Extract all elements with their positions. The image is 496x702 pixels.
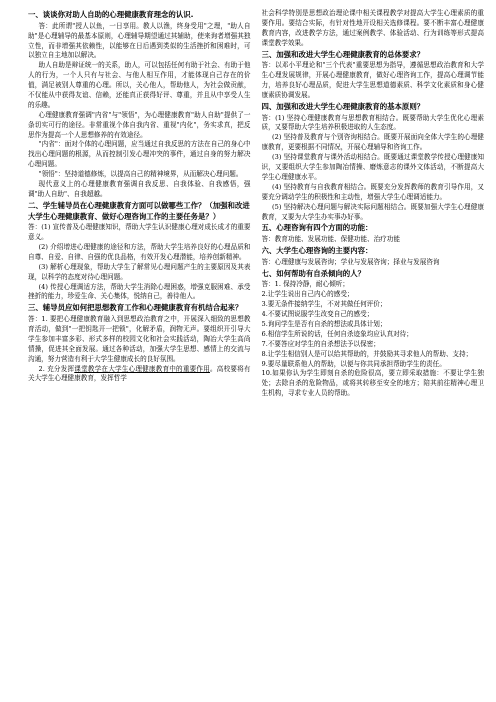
section-1-paragraph: 现代意义上的心理健康教育强调自我反思、自我体验、自我感悟，强调"助人自助"、自我超越。 <box>28 179 251 198</box>
section-3-answer <box>28 365 251 385</box>
section-6-title: 五、心理咨询有四个方面的功能： <box>261 223 373 233</box>
section-8-title: 七、如何帮助有自杀倾向的人？ <box>261 268 365 278</box>
section-3-title: 三、辅导员应如何把思想教育工作和心理健康教育有机结合起来？ <box>28 303 243 313</box>
section-5-answer: (5) 坚持解决心理问题与解决实际问题相结合。既要加强大学生心理健康教育，又要为大学生办实事办好事。 <box>261 202 484 221</box>
section-5-answer: 答：(1) 坚持心理健康教育与思想教育相结合。既要帮助大学生优化心理素质，又要帮助大学生培养积极进取的人生态度。 <box>261 113 484 132</box>
section-1-paragraph: "内省"：面对个体的心理问题，应当通过自我反思的方法在自己的身心中找出心理问题的根源，从而控制引发心理冲突的事件，通过自身的努力解决心理问题。 <box>28 140 251 169</box>
right-column <box>262 9 485 702</box>
section-7-answer: 答：心理健康与发展咨询；学业与发展咨询；择业与发展咨询 <box>261 257 440 266</box>
section-7-title: 六、大学生心理咨询的主要内容： <box>261 246 373 256</box>
list-item: 8.让学生相信别人是可以给其帮助的，并鼓励其寻求他人的帮助、支持； <box>261 349 473 358</box>
list-item: 3.要无条件接纳学生，不对其做任何评价； <box>261 300 387 309</box>
section-1-paragraph: 答：此所谓"授人以鱼，一日享用。教人以渔，终身受用"之理，"助人自助"是心理辅导的最基本原则，心理辅导期望通过其辅助，使来询者增强其独立性，而非增强其依赖性，以能够在日后遇到类似的生活挫折和困难时，可以独立自主地加以解决。 <box>28 21 251 60</box>
underlined-phrase: 课堂教学在大学生心理健康教育中的重要作用 <box>74 364 210 373</box>
answer-prefix: 2. 充分发挥 <box>38 364 75 373</box>
section-4-title: 三、加强和改进大学生心理健康教育的总体要求？ <box>261 49 425 59</box>
list-item: 5.询问学生是否有自杀的想法或具体计划； <box>261 319 387 328</box>
list-item: 7.不要答应对学生的自杀想法予以保密； <box>261 339 380 348</box>
section-2-answer: 答：(1) 宣传普及心理健康知识，帮助大学生认识健康心理对成长成才的重要意义。 <box>28 223 251 242</box>
section-5-title: 四、加强和改进大学生心理健康教育的基本原则？ <box>261 101 425 111</box>
section-4-answer: 答：以邓小平理论和"三个代表"重要思想为指导，遵循思想政治教育和大学生心理发展规律，开展心理健康教育，做好心理咨询工作，提高心理调节能力，培养良好心理品质，促进大学生思想道德素质、科学文化素质和身心健康素质协调发展。 <box>261 61 484 99</box>
list-item: 9.要尽量联系他人的帮助，以便与你共同承担帮助学生的责任。 <box>261 359 446 368</box>
section-2-title: 二、学生辅导员在心理健康教育方面可以做哪些工作？（加强和改进大学生心理健康教育、做好心理咨询工作的主要任务是？） <box>28 200 250 221</box>
section-5-answer: (2) 坚持普及教育与个别咨询相结合。既要开展面向全体大学生的心理健康教育，更要根据不同情况，开展心理辅导和咨询工作。 <box>261 133 484 152</box>
section-6-answer: 答：教育功能、发展功能、保健功能、治疗功能 <box>261 235 400 244</box>
section-2-answer: (2) 介绍增进心理健康的途径和方法，帮助大学生培养良好的心理品质和自尊、自爱、自律、自强的优良品格，有效开发心理潜能，培养创新精神。 <box>28 243 251 261</box>
list-item: 4.不要试图说服学生改变自己的感受； <box>261 310 374 319</box>
list-item: 答：1. 保持冷静，耐心倾听； <box>261 280 350 289</box>
section-1-paragraph: 心理健康教育强调"内省"与"领悟"，为心理健康教育"助人自助"提供了一条切实可行的途径。非常重视个体自我内省、重视"内化"，务实求真，把反思作为提高一个人思想修养的有效途径。 <box>28 110 251 139</box>
section-3-answer: 答：1. 要把心理健康教育融入到思想政治教育之中，开展深入细致的思想教育活动，做到"一把钥匙开一把锁"，化解矛盾，润物无声。要组织开引导大学生参加丰富多彩、形式多样的校园文化和社会实践活动，陶冶大学生高尚情操，促进其全面发展。通过各种活动，加强大学生思想、感情上的交流与沟通，努力营造有利于大学生健康成长的良好氛围。 <box>28 315 251 363</box>
list-item: 2.让学生说出自己内心的感受； <box>261 290 354 299</box>
section-1-paragraph: 助人自助是辩证统一的关系，助人，可以包括任何有助于社会、有助于他人的行为，一个人只有与社会、与他人相互作用，才能体现自己存在的价值，满足被别人尊重的心理。所以，关心他人，帮助他人，为社会做贡献，不仅能从中获得友谊、信赖，还能真正获得好评、尊重，并且从中享受人生的乐趣。 <box>28 61 251 109</box>
left-column <box>28 9 251 702</box>
section-1-title: 一、谈谈你对助人自助的心理健康教育理念的认识. <box>28 10 194 19</box>
section-5-answer: (4) 坚持教育与自我教育相结合。既要充分发挥教师的教育引导作用，又要充分调动学生的积极性和主动性，增强大学生心理调适能力。 <box>261 182 484 201</box>
list-item: 6.相信学生所说的话，任何自杀迹象均应认真对待； <box>261 329 413 338</box>
section-5-answer: (3) 坚持课堂教育与课外活动相结合。既要通过课堂教学传授心理健康知识，又要组织大学生参加陶冶情操、磨炼意志的课外文体活动，不断提高大学生心理健康水平。 <box>261 153 484 181</box>
answer-suffix: 。高校要将有关大学生心理健康教育，发挥哲学 <box>28 364 251 383</box>
section-2-answer: (3) 解析心理现象，帮助大学生了解常见心理问题产生的主要原因及其表现，以科学的态度对待心理问题。 <box>28 262 251 281</box>
section-1-paragraph: "领悟"：坚持道德修炼，以提高自己的精神境界，从而解决心理问题。 <box>38 170 243 179</box>
continued-paragraph: 社会科学特别是思想政治理论课中相关课程教学对提高大学生心理素质的重要作用。要结合实际，有针对性地开设相关选修课程。要不断丰富心理健康教育内容，改进教学方法，通过案例教学、体验活动、行为训练等形式提高课堂教学效果。 <box>261 9 484 47</box>
list-item: 10.如果你认为学生即刻自杀的危险很高，要立即采取措施：不要让学生独处；去除自杀的危险物品，或将其转移至安全的地方；陪其前往精神心理卫生机构，寻求专业人员的帮助。 <box>261 369 484 398</box>
section-2-answer: (4) 传授心理调适方法，帮助大学生消除心理困惑，增强克服困难、承受挫折的能力，珍爱生命、关心集体，悦纳自己，善待他人。 <box>28 282 251 301</box>
